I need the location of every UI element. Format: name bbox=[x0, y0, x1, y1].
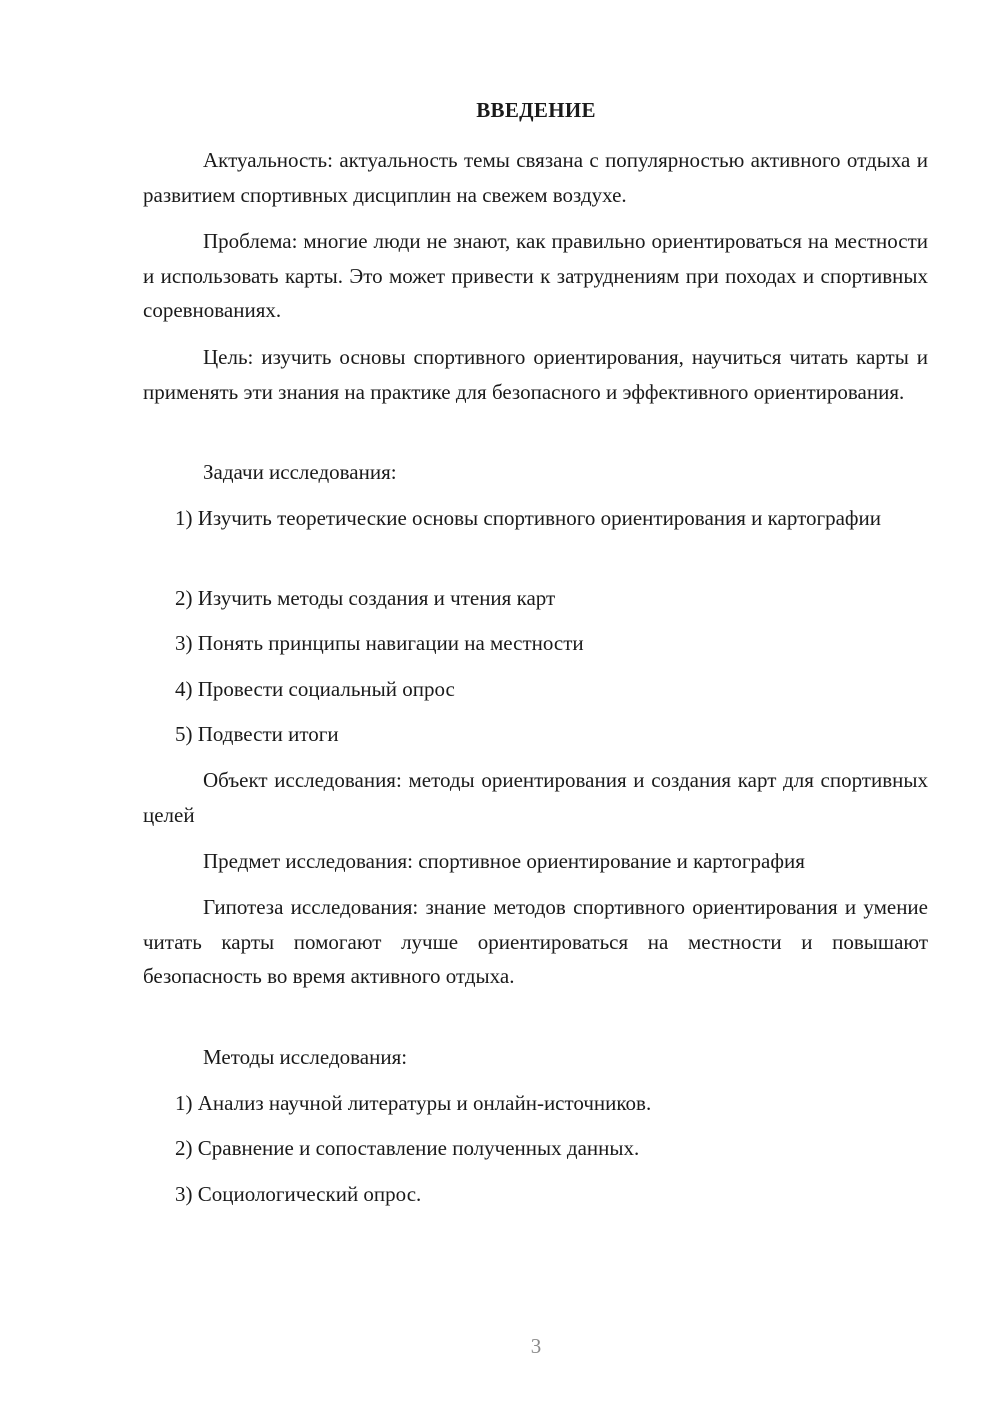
list-item-task-2: 2) Изучить методы создания и чтения карт bbox=[175, 586, 556, 610]
paragraph-object: Объект исследования: методы ориентирования и создания карт для спортивных целей bbox=[143, 768, 928, 827]
list-item-method-2: 2) Сравнение и сопоставление полученных данных. bbox=[175, 1136, 640, 1160]
list-item-task-3: 3) Понять принципы навигации на местности bbox=[175, 631, 584, 655]
paragraph-relevance: Актуальность: актуальность темы связана с популярностью активного отдыха и развитием спортивных дисциплин на свежем воздухе. bbox=[143, 148, 928, 207]
list-item-task-1: 1) Изучить теоретические основы спортивного ориентирования и картографии bbox=[175, 506, 881, 530]
list-item-method-3: 3) Социологический опрос. bbox=[175, 1182, 422, 1206]
paragraph-subject: Предмет исследования: спортивное ориентирование и картография bbox=[203, 849, 805, 873]
paragraph-tasks-heading: Задачи исследования: bbox=[203, 460, 397, 484]
page-number: 3 bbox=[530, 1334, 542, 1358]
list-item-task-4: 4) Провести социальный опрос bbox=[175, 677, 455, 701]
paragraph-methods-heading: Методы исследования: bbox=[203, 1045, 408, 1069]
section-heading: ВВЕДЕНИЕ bbox=[476, 98, 596, 122]
paragraph-goal: Цель: изучить основы спортивного ориентирования, научиться читать карты и применять эти знания на практике для безопасного и эффективного ориентирования. bbox=[143, 345, 928, 404]
paragraph-hypothesis: Гипотеза исследования: знание методов спортивного ориентирования и умение читать карты помогают лучше ориентироваться на местности и повышают безопасность во время активного отдыха. bbox=[143, 895, 928, 988]
list-item-task-5: 5) Подвести итоги bbox=[175, 722, 339, 746]
paragraph-problem: Проблема: многие люди не знают, как правильно ориентироваться на местности и использовать карты. Это может привести к затруднениям при походах и спортивных соревнованиях. bbox=[143, 229, 928, 322]
list-item-method-1: 1) Анализ научной литературы и онлайн-источников. bbox=[175, 1091, 652, 1115]
